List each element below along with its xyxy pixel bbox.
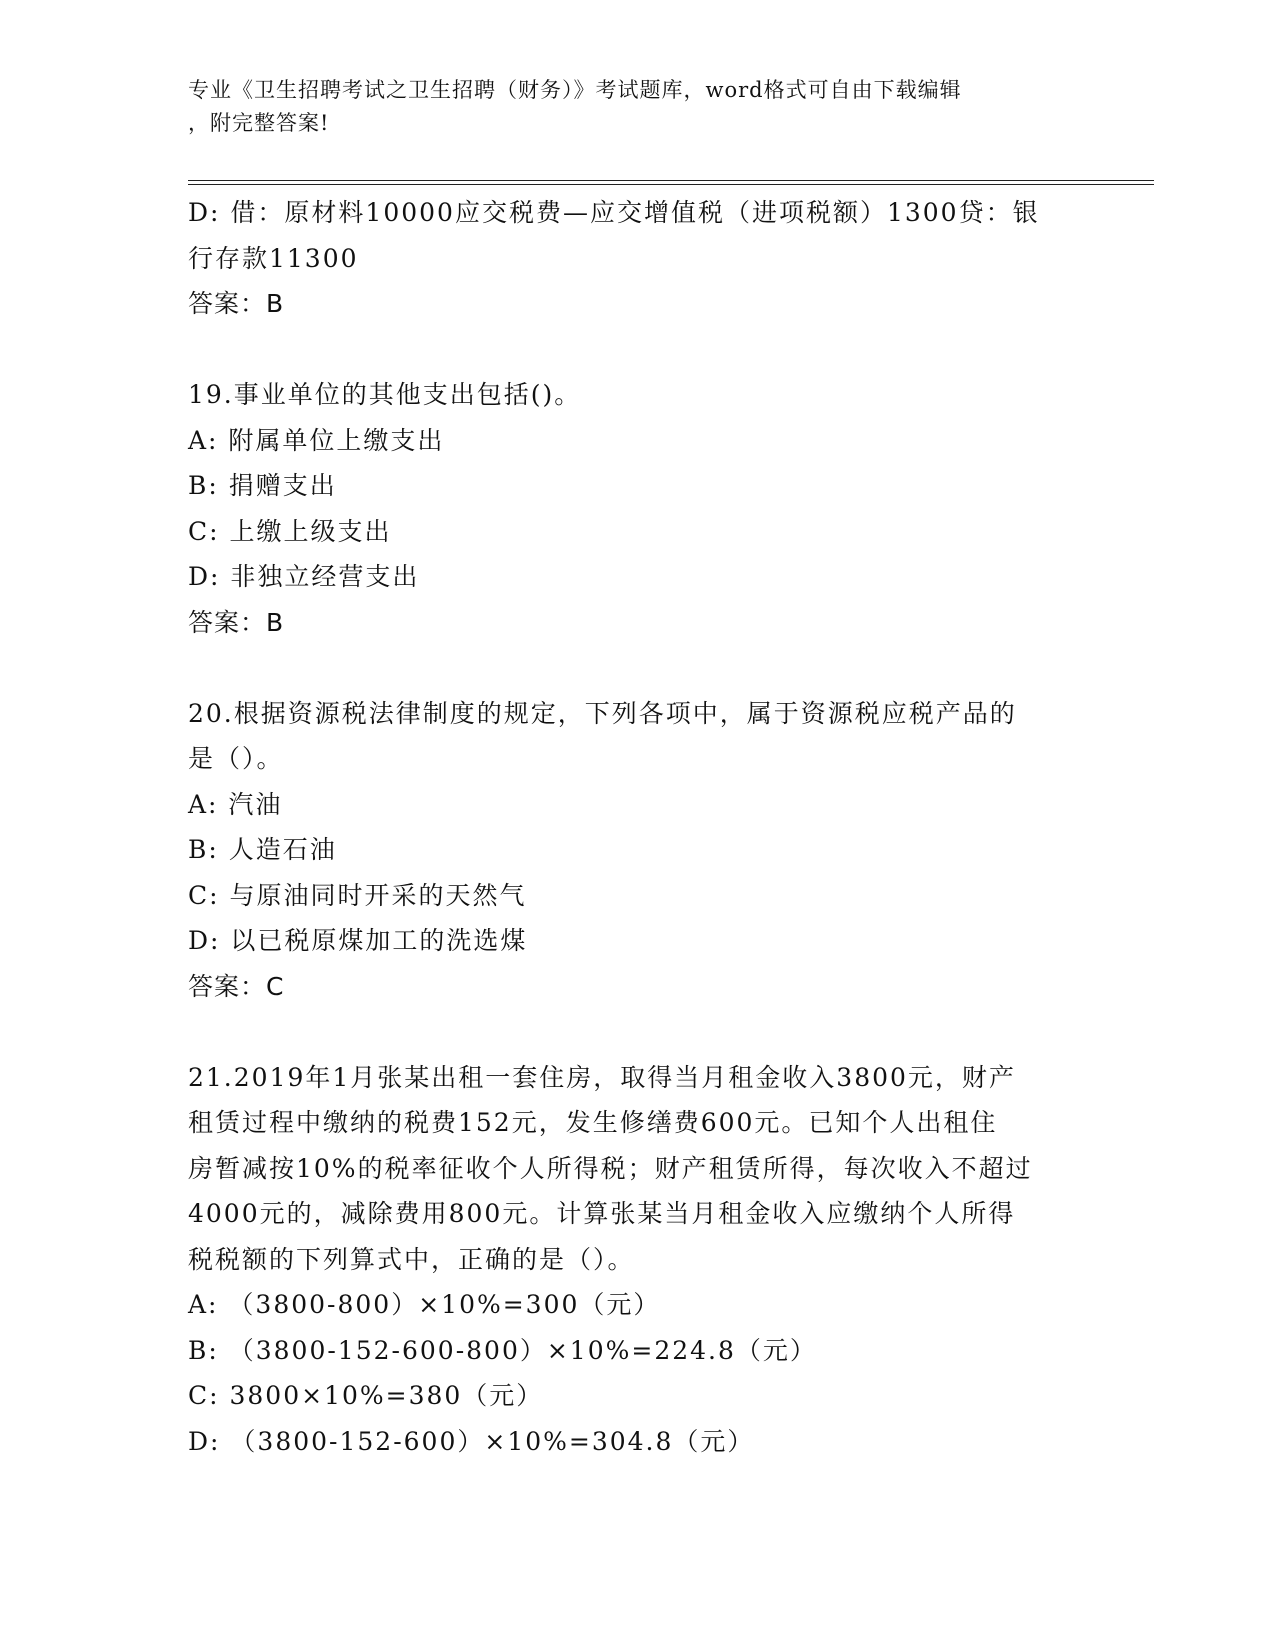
question-stem: 是（）。: [188, 744, 284, 773]
header-divider-top: [188, 180, 1154, 181]
option-b: B: 捐赠支出: [188, 471, 337, 500]
option-b: B: （3800-152-600-800）×10%=224.8（元）: [188, 1335, 817, 1365]
option-d: D: 非独立经营支出: [188, 562, 420, 591]
option-a: A: 附属单位上缴支出: [188, 425, 445, 455]
header-divider-bottom: [188, 184, 1154, 185]
option-c: C: 3800×10%=380（元）: [188, 1381, 544, 1410]
question-19: [188, 372, 1088, 645]
question-stem: 20.根据资源税法律制度的规定，下列各项中，属于资源税应税产品的: [188, 698, 1017, 728]
header-line-1: 专业《卫生招聘考试之卫生招聘（财务）》考试题库，word格式可自由下载编辑: [188, 78, 962, 102]
option-d-line-2: 行存款11300: [188, 243, 359, 273]
option-a: A: 汽油: [188, 789, 283, 819]
option-d: D: 以已税原煤加工的洗选煤: [188, 926, 528, 955]
answer-line: 答案：B: [188, 607, 285, 637]
question-stem: 21.2019年1月张某出租一套住房，取得当月租金收入3800元，财产: [188, 1062, 1016, 1092]
option-a: A: （3800-800）×10%=300（元）: [188, 1290, 661, 1319]
document-header: [188, 74, 1088, 140]
previous-question-tail: [188, 190, 1088, 327]
answer-line: 答案：C: [188, 971, 285, 1001]
option-c: C: 与原油同时开采的天然气: [188, 880, 527, 910]
answer-line: 答案：B: [188, 289, 285, 318]
question-21: [188, 1055, 1088, 1465]
option-b: B: 人造石油: [188, 835, 337, 864]
question-stem: 租赁过程中缴纳的税费152元，发生修缮费600元。已知个人出租住: [188, 1108, 998, 1137]
spacer: [188, 327, 1088, 373]
question-stem: 房暂减按10%的税率征收个人所得税；财产租赁所得，每次收入不超过: [188, 1153, 1033, 1183]
header-line-2: ，附完整答案!: [188, 111, 330, 135]
question-stem: 4000元的，减除费用800元。计算张某当月租金收入应缴纳个人所得: [188, 1199, 1016, 1228]
spacer: [188, 1009, 1088, 1055]
question-20: [188, 691, 1088, 1010]
option-d: D: （3800-152-600）×10%=304.8（元）: [188, 1426, 755, 1456]
option-d-line-1: D: 借：原材料10000应交税费—应交增值税（进项税额）1300贷：银: [188, 198, 1040, 227]
question-stem: 税税额的下列算式中，正确的是（）。: [188, 1244, 635, 1274]
spacer: [188, 645, 1088, 691]
question-content: [188, 190, 1088, 1464]
option-c: C: 上缴上级支出: [188, 516, 392, 546]
question-stem: 19.事业单位的其他支出包括()。: [188, 380, 582, 409]
